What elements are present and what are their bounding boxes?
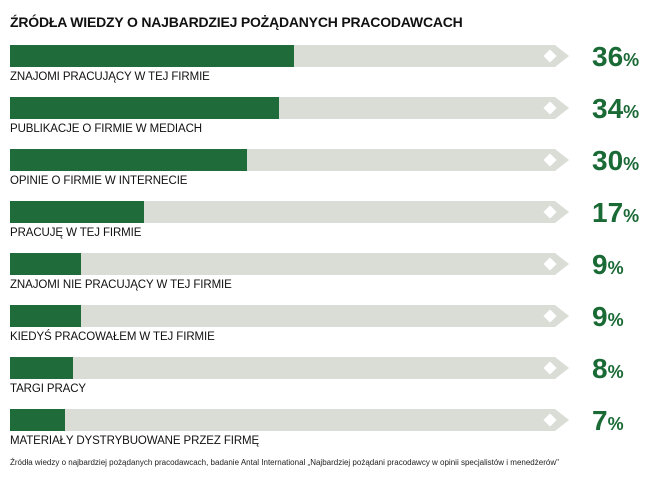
category-label: KIEDYŚ PRACOWAŁEM W TEJ FIRMIE (10, 331, 215, 343)
value-number: 7 (592, 405, 608, 436)
value-label (592, 249, 624, 281)
bar-track (10, 149, 555, 171)
bar-track (10, 305, 555, 327)
value-number: 30 (592, 145, 624, 176)
bar-diamond-cap (541, 99, 559, 117)
bar (10, 253, 81, 275)
bar-track (10, 253, 555, 275)
bar-diamond-cap (541, 359, 559, 377)
value-label (592, 405, 624, 437)
value-number: 9 (592, 301, 608, 332)
bar-diamond-cap (541, 255, 559, 273)
bar-row (0, 145, 660, 195)
bar-track (10, 409, 555, 431)
value-label (592, 93, 639, 125)
bar (10, 45, 294, 67)
bar-row (0, 353, 660, 403)
value-label (592, 197, 639, 229)
bar-diamond-cap (541, 203, 559, 221)
bar-diamond-cap (541, 307, 559, 325)
category-label: PRACUJĘ W TEJ FIRMIE (10, 227, 142, 239)
bar-row (0, 405, 660, 455)
bar (10, 201, 144, 223)
bar-track (10, 97, 555, 119)
value-unit: % (623, 154, 640, 174)
value-label (592, 301, 624, 333)
chart-title: ŹRÓDŁA WIEDZY O NAJBARDZIEJ POŻĄDANYCH PRACODAWCACH (10, 14, 463, 30)
bar-row (0, 301, 660, 351)
value-unit: % (607, 414, 624, 434)
category-label: MATERIAŁY DYSTRYBUOWANE PRZEZ FIRMĘ (10, 435, 260, 447)
bar (10, 149, 247, 171)
bar (10, 357, 73, 379)
value-unit: % (623, 206, 640, 226)
value-number: 34 (592, 93, 624, 124)
bar-row (0, 197, 660, 247)
value-unit: % (623, 102, 640, 122)
value-number: 9 (592, 249, 608, 280)
value-number: 8 (592, 353, 608, 384)
source-note: Źródła wiedzy o najbardziej pożądanych pracodawcach, badanie Antal International „Najbardziej pożądani pracodawcy w opinii specjalistów i menedżerów" (10, 458, 559, 467)
bar-diamond-cap (541, 47, 559, 65)
bar-track (10, 201, 555, 223)
category-label: OPINIE O FIRMIE W INTERNECIE (10, 175, 188, 187)
category-label: PUBLIKACJE O FIRMIE W MEDIACH (10, 123, 202, 135)
bar-diamond-cap (541, 151, 559, 169)
bar-diamond-cap (541, 411, 559, 429)
category-label: ZNAJOMI PRACUJĄCY W TEJ FIRMIE (10, 71, 210, 83)
bar (10, 305, 81, 327)
value-number: 36 (592, 41, 624, 72)
value-unit: % (623, 50, 640, 70)
bar (10, 409, 65, 431)
bar (10, 97, 279, 119)
value-label (592, 145, 639, 177)
bar-row (0, 41, 660, 91)
bar-row (0, 249, 660, 299)
category-label: TARGI PRACY (10, 383, 87, 395)
value-unit: % (607, 362, 624, 382)
value-label (592, 41, 639, 73)
bar-row (0, 93, 660, 143)
value-unit: % (607, 258, 624, 278)
bar-track (10, 357, 555, 379)
value-label (592, 353, 624, 385)
category-label: ZNAJOMI NIE PRACUJĄCY W TEJ FIRMIE (10, 279, 232, 291)
bar-track (10, 45, 555, 67)
value-unit: % (607, 310, 624, 330)
value-number: 17 (592, 197, 624, 228)
